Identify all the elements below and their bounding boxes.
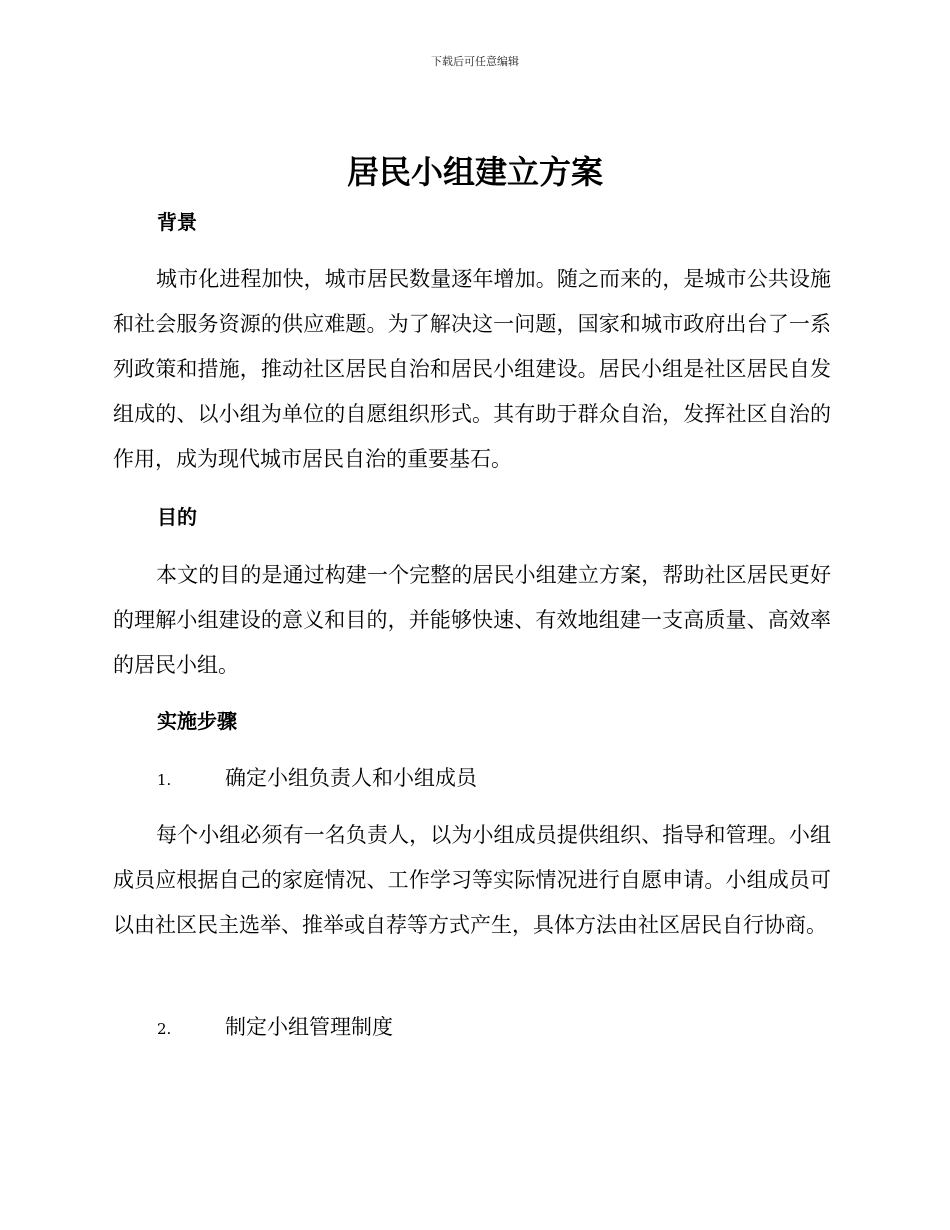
header-note: 下载后可任意编辑 [431, 55, 519, 68]
step-title: 制定小组管理制度 [225, 1015, 393, 1039]
paragraph-step-1: 每个小组必须有一名负责人，以为小组成员提供组织、指导和管理。小组成员应根据自己的家庭情况、工作学习等实际情况进行自愿申请。小组成员可以由社区民主选举、推举或自荐等方式产生，具体方法由社区居民自行协商。 [113, 823, 831, 937]
paragraph-background: 城市化进程加快，城市居民数量逐年增加。随之而来的，是城市公共设施和社会服务资源的供应难题。为了解决这一问题，国家和城市政府出台了一系列政策和措施，推动社区居民自治和居民小组建设。居民小组是社区居民自发组成的、以小组为单位的自愿组织形式。其有助于群众自治，发挥社区自治的作用，成为现代城市居民自治的重要基石。 [113, 267, 831, 471]
step-title: 确定小组负责人和小组成员 [225, 766, 477, 790]
step-item-2 [157, 1012, 393, 1044]
heading-steps: 实施步骤 [157, 709, 237, 733]
heading-background: 背景 [157, 210, 197, 234]
document-title: 居民小组建立方案 [346, 153, 603, 191]
paragraph-purpose: 本文的目的是通过构建一个完整的居民小组建立方案，帮助社区居民更好的理解小组建设的意义和目的，并能够快速、有效地组建一支高质量、高效率的居民小组。 [113, 563, 831, 677]
step-number: 2. [157, 1020, 172, 1038]
heading-purpose: 目的 [157, 505, 197, 529]
step-item-1 [157, 763, 477, 795]
step-number: 1. [157, 771, 172, 789]
